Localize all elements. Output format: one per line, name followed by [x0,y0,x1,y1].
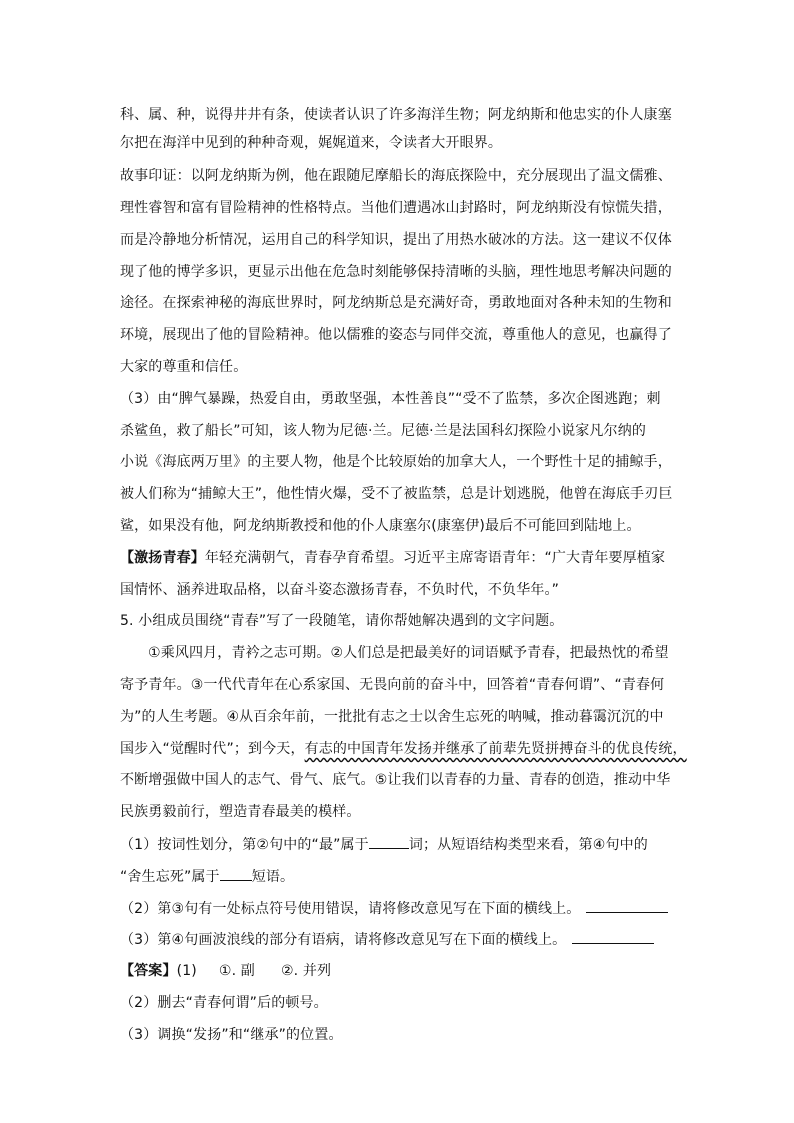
text-span: 国步入“觉醒时代”；到今天， [120,741,305,757]
text-span: ②. 并列 [280,963,332,979]
wavy-underlined-text: 有志的中国青年发扬并继承了前辈先贤拼搏奋斗的优良传统， [304,741,687,757]
text-line: 为”的人生考题。④从百余年前，一批批有志之士以舍生忘死的呐喊，推动暮霭沉沉的中 [120,709,664,725]
text-line: 小说《海底两万里》的主要人物，他是个比较原始的加拿大人，一个野性十足的捕鲸手， [120,454,672,470]
text-line: 现了他的博学多识，更显示出他在危急时刻能够保持清晰的头脑，理性地思考解决问题的 [120,264,672,280]
text-span: 短语。 [251,869,295,885]
answer-blank [572,929,654,944]
answer-blank [220,866,252,881]
text-line [120,929,654,950]
answer-line [120,961,331,981]
text-span: 年轻充满朝气，青春孕育希望。习近平主席寄语青年：“广大青年要厚植家 [204,550,666,566]
text-line: 科、属、种，说得井井有条，使读者认识了许多海洋生物；阿龙纳斯和他忠实的仆人康塞 [120,107,672,123]
text-line [120,834,648,855]
text-line: （3）调换“发扬”和“继承”的位置。 [120,1027,343,1043]
text-line: 民族勇毅前行，塑造青春最美的模样。 [120,804,361,820]
text-line: 而是冷静地分析情况，运用自己的科学知识，提出了用热水破冰的方法。这一建议不仅体 [120,232,672,248]
text-line: ①乘风四月，青衿之志可期。②人们总是把最美好的词语赋予青春，把最热忱的希望 [148,645,669,661]
text-line: 故事印证：以阿龙纳斯为例，他在跟随尼摩船长的海底探险中，充分展现出了温文儒雅、 [120,168,672,184]
text-span: （1）按词性划分，第②句中的“最”属于 [120,837,369,853]
text-span: （2）第③句有一处标点符号使用错误，请将修改意见写在下面的横线上。 [120,901,581,917]
text-line: 寄予青年。③一代代青年在心系家国、无畏向前的奋斗中，回答着“青春何谓”、“青春何 [120,677,665,693]
text-line [120,739,687,759]
text-line: 杀鲨鱼，救了船长”可知，该人物为尼德·兰。尼德·兰是法国科幻探险小说家凡尔纳的 [120,423,647,439]
answer-heading: 【答案】 [120,963,177,979]
text-line: 理性睿智和富有冒险精神的性格特点。当他们遭遇冰山封路时，阿龙纳斯没有惊慌失措， [120,200,672,216]
text-line: 国情怀、涵养进取品格，以奋斗姿态激扬青春，不负时代，不负华年。” [120,582,560,598]
text-line: 被人们称为“捕鲸大王”，他性情火爆，受不了被监禁，总是计划逃脱，他曾在海底手刃巨 [120,486,673,502]
text-line [120,548,665,568]
text-line [120,898,668,919]
text-line [120,866,294,887]
text-line: 鲨，如果没有他，阿龙纳斯教授和他的仆人康塞尔(康塞伊)最后不可能回到陆地上。 [120,518,641,534]
text-line: （3）由“脾气暴躁，热爱自由，勇敢坚强，本性善良”“受不了监禁，多次企图逃跑；刺 [120,391,661,407]
answer-blank [586,898,668,913]
text-span: （3）第④句画波浪线的部分有语病，请将修改意见写在下面的横线上。 [120,932,567,948]
text-line: 不断增强做中国人的志气、骨气、底气。⑤让我们以青春的力量、青春的创造，推动中华 [120,772,671,788]
text-line: （2）删去“青春何谓”后的顿号。 [120,995,328,1011]
question-title: 5. 小组成员围绕“青春”写了一段随笔，请你帮她解决遇到的文字问题。 [120,613,564,629]
text-line: 尔把在海洋中见到的种种奇观，娓娓道来，令读者大开眼界。 [120,135,503,151]
text-span: (1) [176,963,197,979]
text-span: 词；从短语结构类型来看，第④句中的 [408,837,648,853]
answer-blank [369,834,409,849]
section-heading: 【激扬青春】 [120,550,205,566]
text-span: ①. 副 [218,963,255,979]
text-span: “舍生忘死”属于 [120,869,220,885]
text-line: 环境，展现出了他的冒险精神。他以儒雅的姿态与同伴交流，尊重他人的意见，也赢得了 [120,327,672,343]
text-line: 途径。在探索神秘的海底世界时，阿龙纳斯总是充满好奇，勇敢地面对各种未知的生物和 [120,295,672,311]
text-line: 大家的尊重和信任。 [120,359,248,375]
